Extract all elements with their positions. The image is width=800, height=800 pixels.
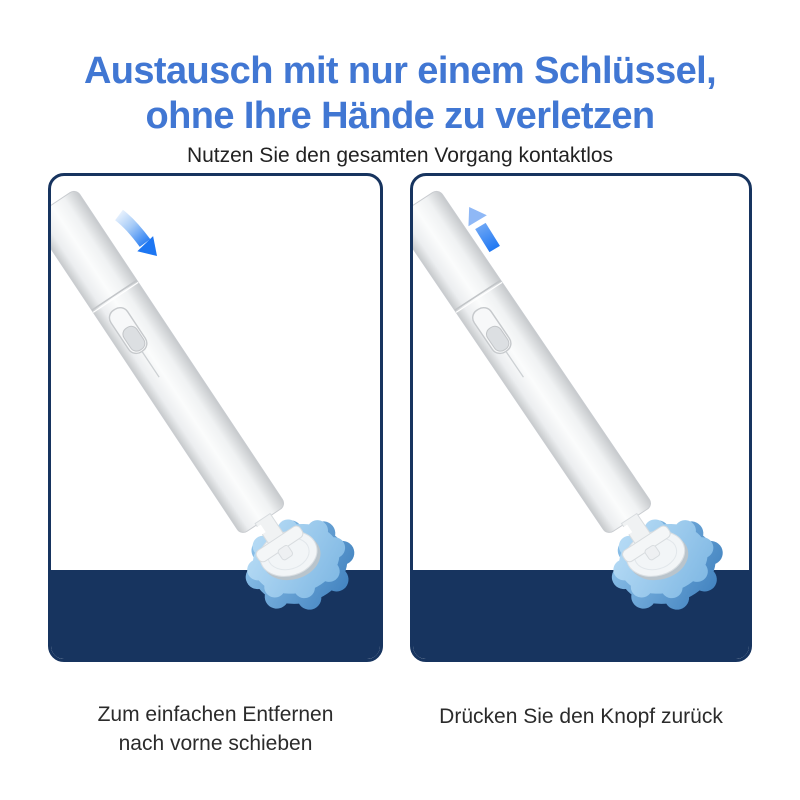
wand-illustration xyxy=(51,176,380,659)
caption-reset-line1: Drücken Sie den Knopf zurück xyxy=(439,705,723,728)
instruction-panel-remove xyxy=(48,173,383,662)
wand-illustration xyxy=(413,176,749,659)
instruction-panel-reset xyxy=(410,173,752,662)
caption-remove xyxy=(48,700,383,759)
arrow-down-right-icon xyxy=(119,215,157,256)
page-subtitle: Nutzen Sie den gesamten Vorgang kontaktlos xyxy=(186,144,614,167)
caption-reset xyxy=(410,702,752,731)
caption-remove-line1: Zum einfachen Entfernen xyxy=(97,703,334,726)
page-title xyxy=(0,49,800,139)
caption-remove-line2: nach vorne schieben xyxy=(118,732,313,756)
page-title-line1: Austausch mit nur einem Schlüssel, xyxy=(83,50,717,93)
page-title-line2: ohne Ihre Hände zu verletzen xyxy=(145,95,655,138)
